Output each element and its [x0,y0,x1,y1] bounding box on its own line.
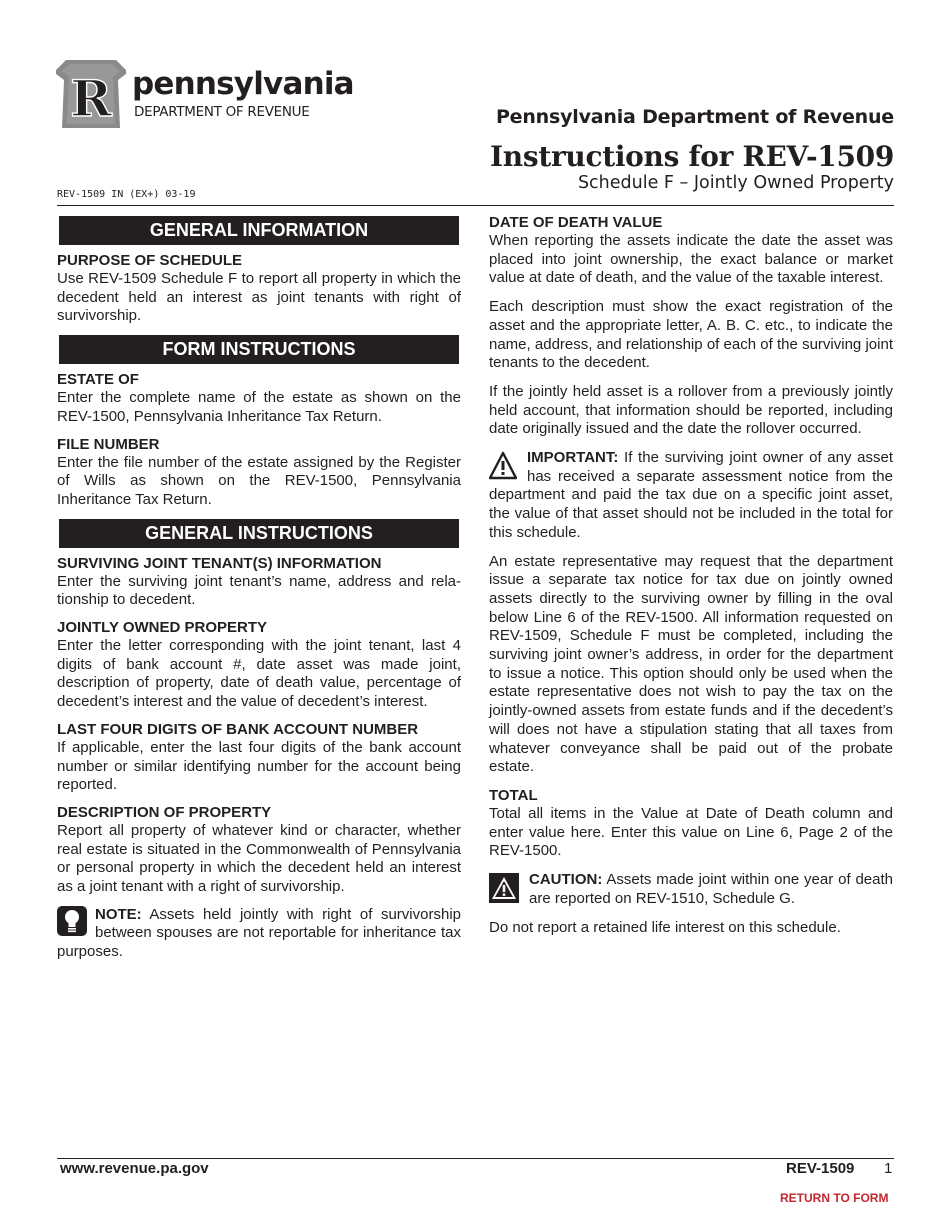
purpose-section [57,252,461,326]
last-four-text: If applicable, enter the last four digits of the bank account number or similar identifying number for the account being reported. [57,738,461,794]
header-divider [57,205,894,206]
total-section [489,787,893,861]
website-link[interactable]: www.revenue.pa.gov [60,1160,209,1177]
warning-triangle-icon [489,451,517,481]
footer-form-number: REV-1509 [786,1160,855,1177]
right-column [489,214,893,937]
surviving-text: Enter the surviving joint tenant’s name, address and relationship to decedent. [57,572,461,609]
file-number-section [57,436,461,510]
return-to-form-link[interactable]: RETURN TO FORM [780,1191,889,1205]
file-number-heading: FILE NUMBER [57,435,160,453]
jointly-owned-text: Enter the letter corresponding with the joint tenant, last 4 digits of bank account #, date asset was made joint, description of property, date of death value, percentage of decedent’s interest and the value of decedent’s interest. [57,637,461,711]
left-column [57,214,461,962]
important-label: IMPORTANT: [527,449,619,467]
caution-callout [489,871,893,908]
dod-text: When reporting the assets indicate the date the asset was placed into joint ownership, the exact balance or market value at date of death, and the value of the taxable interest. [489,232,893,287]
document-title: Instructions for REV-1509 [490,140,894,173]
dod-heading: DATE OF DEATH VALUE [489,214,663,231]
surviving-section [57,555,461,610]
footer-divider [57,1158,894,1159]
last-four-section [57,721,461,795]
document-subtitle: Schedule F – Jointly Owned Property [577,173,894,193]
caution-label: CAUTION: [529,871,603,889]
pa-revenue-logo [56,60,354,130]
banner-form-instructions: FORM INSTRUCTIONS [59,335,459,364]
note-text: Assets held jointly with right of survivorship between spouses are not reportable for inheritance tax purposes. [57,905,461,961]
purpose-heading: PURPOSE OF SCHEDULE [57,252,243,269]
representative-text: An estate representative may request that the department issue a separate tax notice for tax due on jointly owned assets directly to the surviving owner by filling in the oval below Line 6 of the REV-1500. All information requested on REV-1509, Schedule F must be completed, including the surviving joint owner’s address, in order for the department to issue a notice. This option should only be used when the estate representative does not wish to pay the tax on the jointly-owned assets from estate funds and if the decedent’s will does not have a stipulation stating that all taxes from whatever conveyance shall be paid out of the probate estate. [489,552,893,776]
description-heading: DESCRIPTION OF PROPERTY [57,803,272,821]
total-text: Total all items in the Value at Date of Death column and enter value here. Enter this value on Line 6, Page 2 of the REV-1500. [489,804,893,860]
keystone-r-logo-icon [56,60,126,128]
surviving-heading: SURVIVING JOINT TENANT(S) INFORMATION [57,554,382,572]
logo-subtitle: DEPARTMENT OF REVENUE [134,104,310,120]
note-callout [57,906,461,962]
retained-text: Do not report a retained life interest on this schedule. [489,918,841,936]
file-number-text: Enter the file number of the estate assigned by the Register of Wills as shown on the REV-1500, Pennsylvania Inheritance Tax Return. [57,453,461,508]
banner-general-instructions: GENERAL INSTRUCTIONS [59,519,459,548]
jointly-owned-section [57,619,461,712]
registration-text: Each description must show the exact registration of the asset and the appropriate letter, A. B. C. etc., to indicate the name, address, and relationship of each of the surviving joint tenants to the decedent. [489,298,893,372]
estate-section [57,371,461,426]
department-title: Pennsylvania Department of Revenue [495,106,894,128]
note-label: NOTE: [95,905,142,923]
page-number: 1 [884,1160,893,1177]
total-heading: TOTAL [489,786,538,804]
logo-wordmark: pennsylvania [132,66,354,102]
lightbulb-icon [57,906,87,936]
important-text: If the surviving joint owner of any asset has received a separate assessment notice from the department and paid the tax due on a specific joint asset, the value of that asset should not be included in the total for this schedule. [489,449,893,541]
jointly-owned-heading: JOINTLY OWNED PROPERTY [57,619,268,637]
estate-heading: ESTATE OF [57,371,139,389]
form-code: REV-1509 IN (EX+) 03-19 [57,189,196,200]
rollover-text: If the jointly held asset is a rollover from a previously jointly held account, that information should be reported, including date originally issued and the date the rollover occurred. [489,382,893,438]
description-section [57,804,461,897]
caution-text: Assets made joint within one year of death are reported on REV-1510, Schedule G. [529,871,893,907]
description-text: Report all property of whatever kind or character, whether real estate is situated in the Commonwealth of Pennsylvania or personal property in which the decedent held an interest as a joint tenant with a right of survivorship. [57,821,461,896]
purpose-text: Use REV-1509 Schedule F to report all property in which the decedent held an interest as joint tenants with right of survivorship. [57,270,461,325]
dod-section [489,214,893,288]
banner-general-information: GENERAL INFORMATION [59,216,459,245]
svg-text:R: R [70,69,112,128]
estate-text: Enter the complete name of the estate as shown on the REV-1500, Pennsylvania Inheritance Tax Return. [57,389,461,425]
caution-triangle-icon [489,873,519,903]
important-callout [489,449,893,543]
last-four-heading: LAST FOUR DIGITS OF BANK ACCOUNT NUMBER [57,720,419,738]
